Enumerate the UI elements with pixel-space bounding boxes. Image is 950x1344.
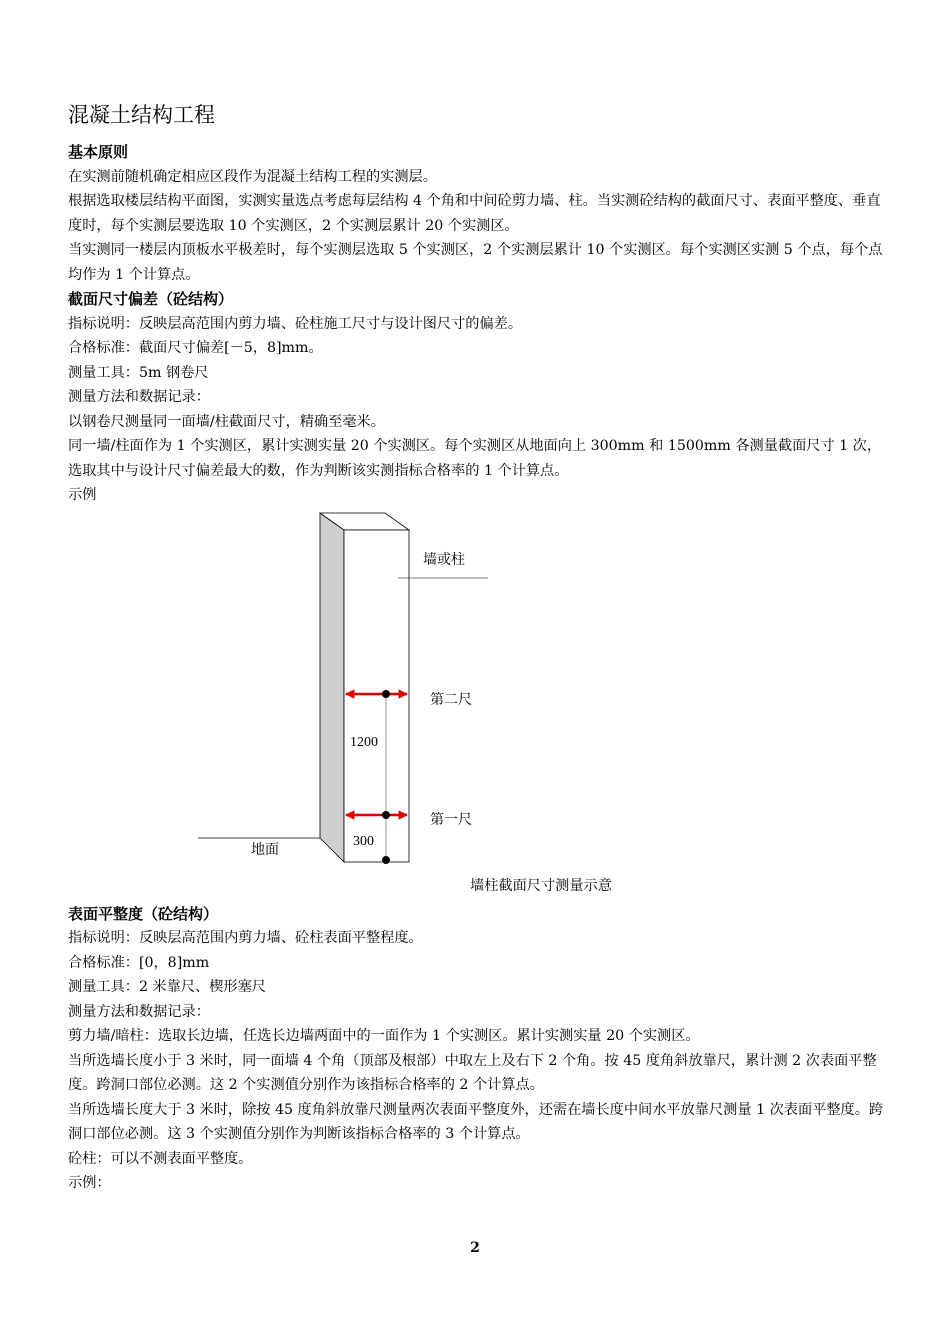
column-front-face xyxy=(344,530,409,862)
paragraph: 指标说明：反映层高范围内剪力墙、砼柱表面平整程度。 xyxy=(68,930,423,946)
paragraph: 当实测同一楼层内顶板水平极差时，每个实测层选取 5 个实测区，2 个实测层累计 10 个实测区。每个实测区实测 5 个点，每个点均作为 1 个计算点。 xyxy=(68,242,883,283)
figure-caption: 墙柱截面尺寸测量示意 xyxy=(470,877,612,894)
paragraph: 测量方法和数据记录： xyxy=(68,1003,210,1020)
paragraph: 在实测前随机确定相应区段作为混凝土结构工程的实测层。 xyxy=(68,168,437,185)
first-measure-label: 第一尺 xyxy=(430,811,472,828)
paragraph: 当所选墙长度小于 3 米时，同一面墙 4 个角（顶部及根部）中取左上及右下 2 个角。按 45 度角斜放靠尺，累计测 2 次表面平整度。跨洞口部位必测。这 2 个实测值分别作为该指标合格率的 2 个计算点。 xyxy=(68,1052,877,1093)
wall-label: 墙或柱 xyxy=(423,551,465,568)
heading-basic-principles: 基本原则 xyxy=(68,143,129,161)
ground-label: 地面 xyxy=(251,841,279,858)
first-measure-point xyxy=(382,811,390,819)
page-number: 2 xyxy=(470,1240,480,1256)
wall-column-diagram xyxy=(68,508,888,902)
paragraph: 同一墙/柱面作为 1 个实测区，累计实测实量 20 个实测区。每个实测区从地面向上 300mm 和 1500mm 各测量截面尺寸 1 次，选取其中与设计尺寸偏差最大的数，作为判断该实测指标合格率的 1 个计算点。 xyxy=(68,438,882,479)
wall-column-measurement-figure xyxy=(68,508,888,902)
column-side-face xyxy=(320,513,344,862)
paragraph: 剪力墙/暗柱：选取长边墙，任选长边墙两面中的一面作为 1 个实测区。累计实测实量 20 个实测区。 xyxy=(68,1028,700,1044)
page-title: 混凝土结构工程 xyxy=(68,103,215,127)
document-page xyxy=(68,100,888,1196)
paragraph: 以钢卷尺测量同一面墙/柱截面尺寸，精确至毫米。 xyxy=(68,413,385,430)
paragraph: 示例 xyxy=(68,487,97,503)
paragraph: 示例： xyxy=(68,1175,111,1191)
dimension-1200-label: 1200 xyxy=(350,734,378,750)
ground-point xyxy=(382,856,390,864)
second-measure-label: 第二尺 xyxy=(430,691,472,708)
paragraph: 根据选取楼层结构平面图，实测实量选点考虑每层结构 4 个角和中间砼剪力墙、柱。当实测砼结构的截面尺寸、表面平整度、垂直度时，每个实测层要选取 10 个实测区，2 个实测层累计 20 个实测区。 xyxy=(68,193,881,234)
paragraph: 测量工具：2 米靠尺、楔形塞尺 xyxy=(68,979,266,995)
dimension-300-label: 300 xyxy=(353,833,374,849)
paragraph: 测量方法和数据记录： xyxy=(68,389,210,405)
paragraph: 指标说明：反映层高范围内剪力墙、砼柱施工尺寸与设计图尺寸的偏差。 xyxy=(68,315,523,332)
second-measure-point xyxy=(382,690,390,698)
paragraph: 当所选墙长度大于 3 米时，除按 45 度角斜放靠尺测量两次表面平整度外，还需在墙长度中间水平放靠尺测量 1 次表面平整度。跨洞口部位必测。这 3 个实测值分别作为判断该指标合格率的 3 个计算点。 xyxy=(68,1101,884,1142)
paragraph: 合格标准：[0，8]mm xyxy=(68,954,210,971)
heading-section-size: 截面尺寸偏差（砼结构） xyxy=(68,290,234,308)
paragraph: 合格标准：截面尺寸偏差[－5，8]mm。 xyxy=(68,340,323,356)
paragraph: 测量工具：5m 钢卷尺 xyxy=(68,364,209,381)
heading-surface-flatness: 表面平整度（砼结构） xyxy=(68,904,219,923)
paragraph: 砼柱：可以不测表面平整度。 xyxy=(68,1150,253,1167)
